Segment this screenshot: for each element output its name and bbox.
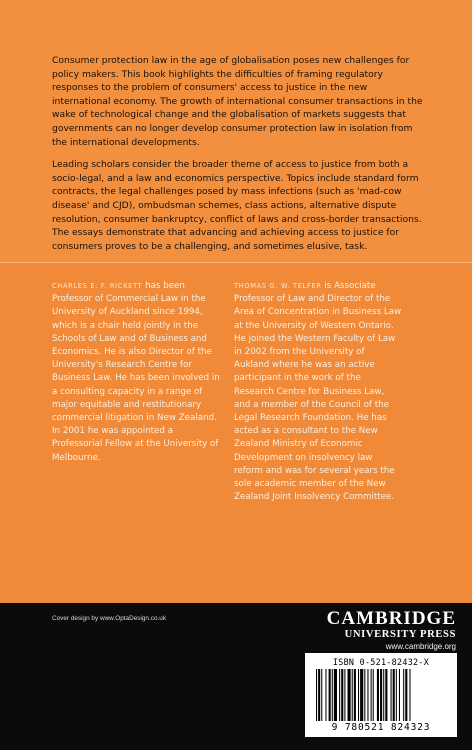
cover-design-credit: Cover design by www.OptaDesign.co.uk	[52, 615, 167, 622]
barcode-icon	[316, 669, 446, 721]
publisher-name: CAMBRIDGE	[326, 608, 456, 629]
publisher-url: www.cambridge.org	[385, 642, 456, 651]
author-bio-telfer	[234, 280, 402, 504]
publisher-logo	[306, 609, 456, 652]
blurb-paragraph-2: Leading scholars consider the broader theme of access to justice from both a socio-legal, and a law and economics perspective. Topics include standard form contracts, the legal challenges posed by mass infections (such as 'mad-cow disease' and CJD), ombudsman schemes, class actions, alternative dispute resolution, consumer bankruptcy, conflict of laws and cross-border transactions. The essays demonstrate that advancing and achieving access to justice for consumers proves to be a challenging, and sometimes elusive, task.	[52, 159, 422, 252]
isbn-label: ISBN 0-521-82432-X	[332, 657, 430, 667]
author-name: CHARLES E. F. RICKETT	[52, 282, 143, 290]
author-bio-text: is Associate Professor of Law and Director of the Area of Concentration in Business Law at the University of Western Ontario. He joined the Western Faculty of Law in 2002 from the University of Aukland where he was an active participant in the work of the Research Centre for Business Law, and a member of the Council of the Legal Research Foundation. He has acted as a consultant to the New Zealand Ministry of Economic Development on insolvency law reform and was for several years the sole academic member of the New Zealand Joint Insolvency Committee.	[234, 281, 402, 503]
book-blurb	[52, 54, 424, 262]
author-bio-rickett	[52, 280, 220, 465]
barcode-box	[305, 653, 457, 737]
ean-number: 9 780521 824323	[331, 722, 431, 733]
author-name: THOMAS G. W. TELFER	[234, 282, 322, 290]
blurb-paragraph-1: Consumer protection law in the age of globalisation poses new challenges for policy makers. This book highlights the difficulties of framing regulatory responses to the problem of consumers' access to justice in the new international economy. The growth of international consumer transactions in the wake of technological change and the globalisation of markets suggests that governments can no longer develop consumer protection law in isolation from the international developments.	[52, 55, 423, 148]
author-bio-text: has been Professor of Commercial Law in the University of Auckland since 1994, which is a chair held jointly in the Schools of Law and of Business and Economics. He is also Director of the University's Research Centre for Business Law. He has been involved in a consulting capacity in a range of major equitable and restitutionary commercial litigation in New Zealand. In 2001 he was appointed a Professorial Fellow at the University of Melbourne.	[52, 281, 220, 463]
publisher-subtitle: UNIVERSITY PRESS	[344, 629, 456, 640]
